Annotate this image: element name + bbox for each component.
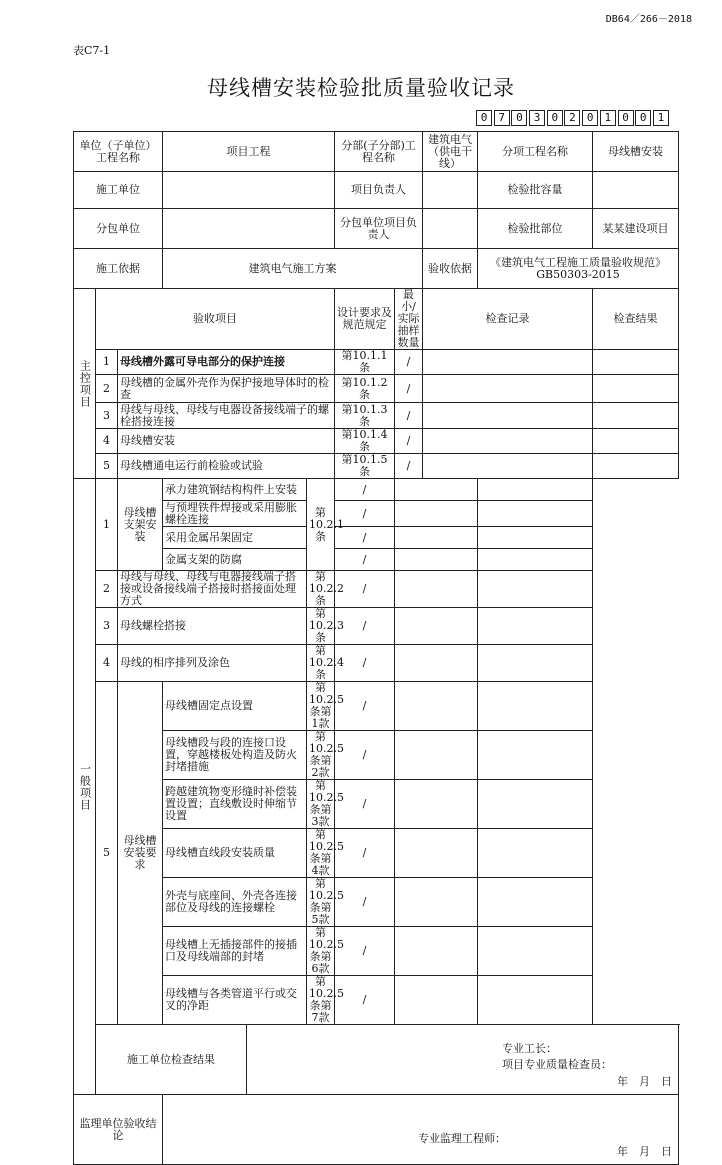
col-item: 验收项目 [96, 289, 335, 350]
basis-value: 建筑电气施工方案 [163, 249, 423, 289]
item-record [395, 829, 478, 878]
code-digit: 0 [618, 110, 634, 126]
general-section [74, 479, 96, 1095]
code-digit: 2 [564, 110, 580, 126]
sub-item-text: 外壳与底座间、外壳各连接部位及母线的连接螺栓 [163, 878, 307, 927]
item-sample: / [335, 829, 395, 878]
item-record [423, 429, 593, 454]
code-digit: 7 [494, 110, 510, 126]
item-clause: 第10.2.2条 [307, 571, 335, 608]
col-sample: 最小/实际抽样数量 [395, 289, 423, 350]
item-result [593, 403, 679, 429]
item-no: 5 [96, 454, 118, 479]
item-sample: / [335, 645, 395, 682]
item-no: 3 [96, 403, 118, 429]
code-digit: 0 [511, 110, 527, 126]
item-no: 2 [96, 571, 118, 608]
capacity-value [593, 172, 679, 209]
item-text: 母线槽通电运行前检验或试验 [118, 454, 335, 479]
item-result [593, 375, 679, 403]
item-sample: / [335, 479, 395, 501]
item-result [478, 549, 593, 571]
item-text: 母线槽安装 [118, 429, 335, 454]
sub-manager-label: 分包单位项目负责人 [335, 209, 423, 249]
item-clause: 第10.2.5条第3款 [307, 780, 335, 829]
page-title: 母线槽安装检验批质量验收记录 [207, 76, 515, 100]
accept-basis-label: 验收依据 [423, 249, 478, 289]
item-result [593, 350, 679, 375]
construction-check-label: 施工单位检查结果 [96, 1025, 247, 1095]
item-clause: 第10.1.2条 [335, 375, 395, 403]
item-result [478, 479, 593, 501]
sub-item-text: 母线槽与各类管道平行或交叉的净距 [163, 976, 307, 1025]
inspection-table [73, 131, 679, 1165]
sub-item-text: 采用金属吊架固定 [163, 527, 307, 549]
item-record [395, 608, 478, 645]
item-result [478, 731, 593, 780]
supervision-conclusion-label: 监理单位验收结论 [74, 1095, 163, 1165]
item-no: 2 [96, 375, 118, 403]
sub-item-text: 母线槽固定点设置 [163, 682, 307, 731]
col-design: 设计要求及规范规定 [335, 289, 395, 350]
item-result [478, 608, 593, 645]
standard-code: DB64／266－2018 [605, 14, 692, 25]
sub-item-text: 母线槽直线段安装质量 [163, 829, 307, 878]
sub-item-text: 母线槽上无插接部件的接插口及母线端部的封堵 [163, 927, 307, 976]
main-control-section [74, 289, 96, 479]
item-record [395, 527, 478, 549]
item-clause: 第10.2.5条第7款 [307, 976, 335, 1025]
item-value: 母线槽安装 [593, 132, 679, 172]
item-result [478, 527, 593, 549]
code-digit: 0 [635, 110, 651, 126]
group-label: 母线槽安装要求 [118, 682, 163, 1025]
manager-value [423, 172, 478, 209]
item-sample: / [335, 527, 395, 549]
item-result [593, 454, 679, 479]
item-record [423, 403, 593, 429]
item-sample: / [335, 927, 395, 976]
code-boxes [476, 110, 671, 126]
col-result: 检查结果 [593, 289, 679, 350]
sub-item-text: 金属支架的防腐 [163, 549, 307, 571]
item-clause: 第10.2.5条第4款 [307, 829, 335, 878]
group-label: 母线槽支架安装 [118, 479, 163, 571]
location-label: 检验批部位 [478, 209, 593, 249]
item-record [395, 878, 478, 927]
item-result [478, 927, 593, 976]
col-record: 检查记录 [423, 289, 593, 350]
item-sample: / [335, 731, 395, 780]
item-record [423, 375, 593, 403]
manager-label: 项目负责人 [335, 172, 423, 209]
item-sample: / [395, 454, 423, 479]
subcontractor-label: 分包单位 [74, 209, 163, 249]
item-sample: / [395, 350, 423, 375]
location-value: 某某建设项目 [593, 209, 679, 249]
item-text: 母线槽的金属外壳作为保护接地导体时的检查 [118, 375, 335, 403]
item-clause: 第10.2.5条第1款 [307, 682, 335, 731]
code-digit: 0 [547, 110, 563, 126]
item-sample: / [335, 780, 395, 829]
code-digit: 0 [582, 110, 598, 126]
item-no: 4 [96, 429, 118, 454]
general-label: 一般项目 [78, 762, 92, 811]
item-result [478, 682, 593, 731]
item-no: 1 [96, 350, 118, 375]
item-no: 5 [96, 682, 118, 1025]
item-result [478, 829, 593, 878]
item-text: 母线螺栓搭接 [118, 608, 307, 645]
item-record [395, 682, 478, 731]
item-clause: 第10.1.1条 [335, 350, 395, 375]
item-text: 母线的相序排列及涂色 [118, 645, 307, 682]
sub-manager-value [423, 209, 478, 249]
construction-check-content [247, 1025, 679, 1095]
date-line: 年 月 日 [617, 1145, 673, 1158]
item-record [395, 780, 478, 829]
item-sample: / [335, 608, 395, 645]
code-digit: 1 [653, 110, 669, 126]
contractor-label: 施工单位 [74, 172, 163, 209]
item-no: 1 [96, 479, 118, 571]
code-digit: 1 [600, 110, 616, 126]
item-sample: / [335, 549, 395, 571]
item-clause: 第10.1.4条 [335, 429, 395, 454]
item-sample: / [395, 429, 423, 454]
inspector-label: 项目专业质量检查员： [502, 1058, 612, 1071]
supervision-conclusion-content [163, 1095, 679, 1165]
item-result [478, 501, 593, 527]
main-control-label: 主控项目 [78, 359, 92, 408]
code-digit: 0 [476, 110, 492, 126]
item-clause: 第10.2.1条 [307, 479, 335, 571]
item-no: 3 [96, 608, 118, 645]
form-id: 表C7-1 [73, 44, 111, 57]
item-clause: 第10.2.4条 [307, 645, 335, 682]
item-sample: / [395, 403, 423, 429]
item-record [395, 645, 478, 682]
capacity-label: 检验批容量 [478, 172, 593, 209]
item-result [478, 878, 593, 927]
engineer-label: 专业监理工程师： [418, 1132, 506, 1145]
foreman-label: 专业工长： [502, 1042, 557, 1055]
item-sample: / [335, 682, 395, 731]
item-text: 母线与母线、母线与电器设备接线端子的螺栓搭接连接 [118, 403, 335, 429]
item-result [593, 429, 679, 454]
code-digit: 3 [529, 110, 545, 126]
sub-item-text: 跨越建筑物变形缝时补偿装置设置；直线敷设时伸缩节设置 [163, 780, 307, 829]
item-clause: 第10.1.3条 [335, 403, 395, 429]
item-clause: 第10.2.5条第5款 [307, 878, 335, 927]
accept-basis-value: 《建筑电气工程施工质量验收规范》GB50303-2015 [478, 249, 679, 289]
item-label: 分项工程名称 [478, 132, 593, 172]
item-clause: 第10.2.5条第2款 [307, 731, 335, 780]
item-record [395, 731, 478, 780]
item-record [395, 927, 478, 976]
item-sample: / [335, 501, 395, 527]
subdivision-label: 分部(子分部)工程名称 [335, 132, 423, 172]
item-no: 4 [96, 645, 118, 682]
item-record [423, 350, 593, 375]
item-sample: / [335, 878, 395, 927]
subdivision-value: 建筑电气（供电干线） [423, 132, 478, 172]
subcontractor-value [163, 209, 335, 249]
item-sample: / [395, 375, 423, 403]
item-clause: 第10.2.5条第6款 [307, 927, 335, 976]
item-record [395, 976, 478, 1025]
sub-item-text: 与预埋铁件焊接或采用膨胀螺栓连接 [163, 501, 307, 527]
item-record [395, 501, 478, 527]
sub-item-text: 母线槽段与段的连接口设置，穿越楼板处构造及防火封堵措施 [163, 731, 307, 780]
unit-label: 单位（子单位）工程名称 [74, 132, 163, 172]
date-line: 年 月 日 [617, 1075, 673, 1088]
item-record [395, 549, 478, 571]
item-record [395, 479, 478, 501]
unit-value: 项目工程 [163, 132, 335, 172]
item-result [478, 571, 593, 608]
item-result [478, 645, 593, 682]
basis-label: 施工依据 [74, 249, 163, 289]
item-text: 母线槽外露可导电部分的保护连接 [118, 350, 335, 375]
contractor-value [163, 172, 335, 209]
item-sample: / [335, 571, 395, 608]
item-record [423, 454, 593, 479]
item-text: 母线与母线、母线与电器接线端子搭接或设备接线端子搭接时搭接面处理方式 [118, 571, 307, 608]
item-clause: 第10.1.5条 [335, 454, 395, 479]
item-sample: / [335, 976, 395, 1025]
item-record [395, 571, 478, 608]
item-result [478, 780, 593, 829]
item-clause: 第10.2.3条 [307, 608, 335, 645]
item-result [478, 976, 593, 1025]
sub-item-text: 承力建筑钢结构构件上安装 [163, 479, 307, 501]
